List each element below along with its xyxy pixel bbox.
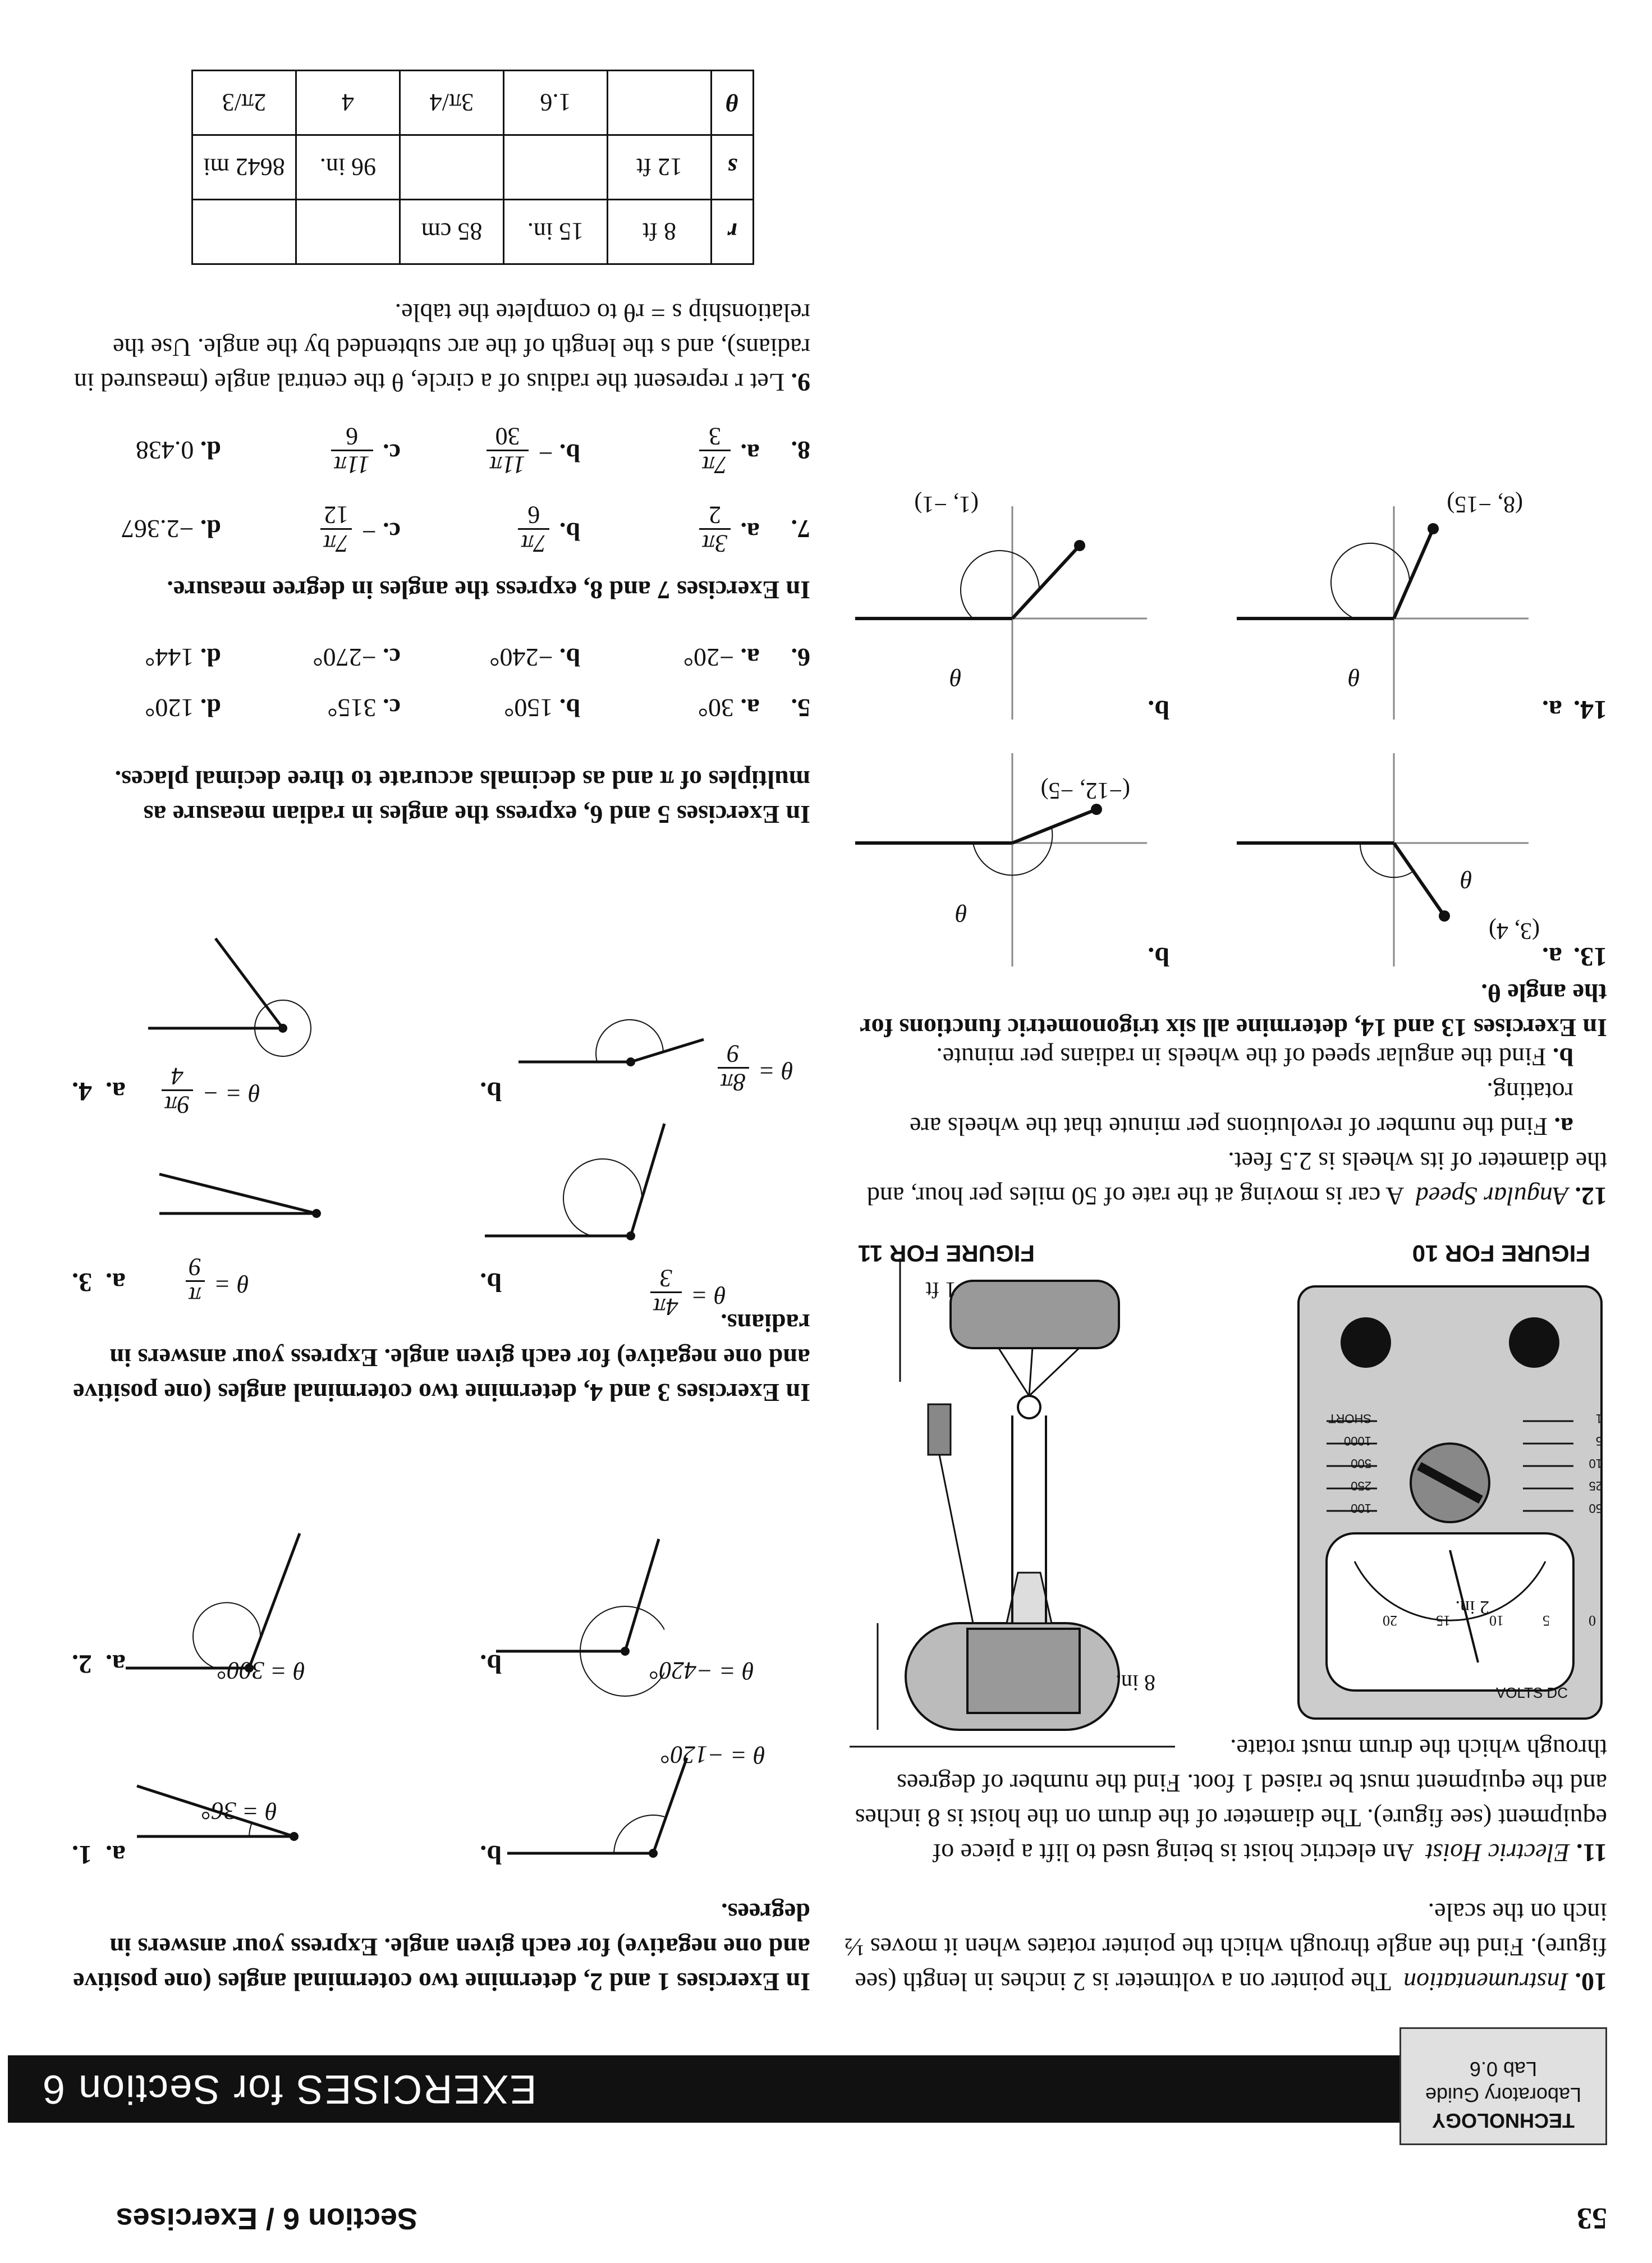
ex8-b-fraction (487, 423, 529, 478)
arc-length-table (191, 70, 754, 265)
ex5-num: 5. (791, 694, 810, 722)
ex7-a-num: 3π (699, 528, 731, 557)
ex6-a-label: a. (740, 643, 760, 672)
scale-tick-20: 20 (1383, 1612, 1397, 1629)
ex6-b-value: −240° (489, 643, 553, 672)
ex4-num: 4. (72, 1076, 92, 1106)
range-label: 1000 (1344, 1434, 1371, 1448)
range-label: 100 (1351, 1501, 1371, 1515)
ex7-d-value: −2.367 (121, 515, 194, 544)
ex4b-theta (714, 1040, 793, 1096)
ex12-part-a (844, 1074, 1607, 1144)
ex5-item-c (221, 690, 401, 725)
ex4a-angle (137, 927, 328, 1062)
table-row-s (192, 135, 754, 200)
ex6-item-a (580, 640, 760, 675)
ex4b-fraction (718, 1040, 749, 1096)
ex8-a-den: 3 (708, 423, 721, 450)
ex7-b-den: 6 (527, 501, 540, 529)
voltmeter-range-labels-left (1589, 1407, 1603, 1519)
ex7-b-num: 7π (518, 528, 549, 557)
ex10-num: 10. (1575, 1968, 1607, 1996)
ex13-num: 13. (1573, 942, 1607, 972)
ex12-text: A car is moving at the rate of 50 miles per hour, and the diameter of its wheels is 2.5 feet. (866, 1147, 1607, 1211)
ex8-c-den: 6 (346, 423, 359, 450)
ex6-num: 6. (791, 643, 810, 672)
ex7-item-a (580, 501, 760, 557)
ex9-text: Let r represent the radius of a circle, θ the central angle (measured in radians), and s the length of the arc subtended by the angle. Use the relationship s = rθ to complete the table. (74, 299, 810, 397)
ex5-item-a (580, 690, 760, 725)
scale-tick-5: 5 (1543, 1612, 1550, 1629)
ex8-num: 8. (791, 436, 810, 465)
ex14a-theta: θ (1348, 663, 1360, 691)
ex2b-angle (485, 1522, 664, 1702)
ex4a-theta-prefix: θ = − (203, 1079, 260, 1107)
table-cell: 15 in. (504, 200, 608, 264)
range-label: SHORT (1328, 1412, 1371, 1426)
ex4b-theta-prefix: θ = (758, 1056, 793, 1084)
range-label: 10 (1589, 1456, 1603, 1471)
ex12-b-text: Find the angular speed of the wheels in radians per minute. (936, 1043, 1547, 1071)
ex3-a-label: a. (105, 1267, 126, 1297)
ex2b-angle-label: θ = −420° (649, 1657, 754, 1684)
technology-box (1399, 2027, 1607, 2145)
section-banner (8, 2055, 1439, 2123)
ex7-c-sign: − (361, 517, 377, 546)
ex1a-angle-label: θ = 36° (201, 1797, 277, 1825)
table-cell (504, 135, 608, 200)
ex3a-theta-prefix: θ = (214, 1270, 249, 1298)
ex3a-angle (148, 1163, 328, 1230)
table-cell: 12 ft (608, 135, 712, 200)
ex5-b-value: 150° (504, 694, 553, 722)
table-cell: 4 (296, 71, 400, 135)
ex8-a-label: a. (740, 438, 760, 468)
scale-tick-0: 0 (1589, 1612, 1596, 1629)
range-label: 5 (1595, 1434, 1603, 1448)
ex8-item-b (401, 423, 580, 478)
ex13b-point: (−12, −5) (1040, 777, 1130, 803)
ex6-c-label: c. (383, 643, 401, 672)
exercise-6 (47, 640, 810, 675)
ex8-c-label: c. (383, 438, 401, 468)
ex4b-num: 8π (718, 1067, 749, 1096)
ex8-b-num: 11π (487, 450, 529, 478)
exercise-7 (47, 501, 810, 557)
ex11-num: 11. (1576, 1839, 1607, 1867)
ex12-a-label: a. (1554, 1112, 1573, 1141)
ex11-text: An electric hoist is being used to lift a piece of equipment (see figure). The diameter of the drum on the hoist is 8 inches and the equipment must be raised 1 foot. Find the number of degrees through which the drum must rotate. (855, 1734, 1607, 1867)
ex7-b-fraction (518, 501, 549, 557)
instructions-13-14: In Exercises 13 and 14, determine all six trigonometric functions for the angle θ. (860, 979, 1607, 1042)
table-row-r (192, 200, 754, 264)
ex13-b-label: b. (1148, 942, 1169, 972)
ex8-item-c (221, 423, 401, 478)
ex2-b-label: b. (480, 1649, 502, 1679)
range-label: 50 (1589, 1501, 1603, 1515)
ex7-d-label: d. (200, 515, 221, 544)
voltmeter-pointer-label: 2 in. (1455, 1597, 1489, 1618)
ex5-item-b (401, 690, 580, 725)
ex10-title: Instrumentation (1403, 1968, 1568, 1996)
ex6-item-b (401, 640, 580, 675)
ex12-num: 12. (1575, 1182, 1607, 1211)
table-cell: 96 in. (296, 135, 400, 200)
ex12-title: Angular Speed (1415, 1182, 1568, 1211)
ex8-b-sign: − (538, 438, 553, 468)
ex14-b-label: b. (1148, 695, 1169, 725)
table-cell (296, 200, 400, 264)
ex8-c-num: 11π (331, 450, 373, 478)
ex4b-den: 9 (727, 1040, 740, 1068)
ex3a-fraction (186, 1253, 205, 1309)
ex1-num: 1. (72, 1840, 92, 1870)
ex13b-theta: θ (955, 899, 967, 927)
figure-10-caption: FIGURE FOR 10 (1412, 1240, 1590, 1267)
ex7-item-d (53, 512, 221, 547)
ex4a-fraction (162, 1062, 193, 1118)
hoist-drum-label: 8 in. (1115, 1670, 1155, 1696)
table-cell (608, 71, 712, 135)
ex7-b-label: b. (559, 517, 580, 546)
table-head-r: r (712, 200, 754, 264)
ex6-d-label: d. (200, 643, 221, 672)
ex2-a-label: a. (105, 1649, 126, 1679)
ex3a-theta (182, 1253, 249, 1309)
ex8-item-a (580, 423, 760, 478)
ex4a-num: 9π (162, 1089, 193, 1118)
ex7-num: 7. (791, 515, 810, 544)
ex7-c-label: c. (383, 517, 401, 546)
scale-tick-10: 10 (1489, 1612, 1504, 1629)
ex8-item-d (53, 433, 221, 468)
table-cell: 8642 mi (192, 135, 296, 200)
ex7-a-den: 2 (708, 501, 721, 529)
banner-title: EXERCISES for Section 6 (42, 2067, 537, 2111)
page-number: 53 (1577, 2202, 1607, 2235)
table-cell: 8 ft (608, 200, 712, 264)
ex14a-graph (1226, 495, 1540, 731)
ex8-c-fraction (331, 423, 373, 478)
ex8-b-den: 30 (495, 423, 520, 450)
ex2a-angle-label: θ = 300° (217, 1657, 305, 1684)
ex14b-graph (844, 495, 1158, 731)
hoist-lift-label: 1 ft (925, 1277, 956, 1303)
table-head-s: s (712, 135, 754, 200)
ex5-c-value: 315° (327, 694, 377, 722)
ex1a-angle (126, 1780, 305, 1870)
table-cell: 2π/3 (192, 71, 296, 135)
ex5-c-label: c. (383, 694, 401, 722)
ex5-a-value: 30° (697, 694, 734, 722)
ex7-a-label: a. (740, 517, 760, 546)
ex14a-point: (8, −15) (1447, 491, 1523, 517)
table-row-theta (192, 71, 754, 135)
ex7-item-c (221, 501, 401, 557)
ex10-text: The pointer on a voltmeter is 2 inches in length (see figure). Find the angle through which the pointer rotates when it moves ½ inch on the scale. (844, 1898, 1607, 1996)
ex4a-den: 4 (171, 1062, 183, 1090)
ex14b-theta: θ (949, 663, 962, 691)
ex5-d-label: d. (200, 694, 221, 722)
table-head-theta: θ (712, 71, 754, 135)
ex6-a-value: −20° (683, 643, 734, 672)
ex6-c-value: −270° (313, 643, 377, 672)
ex4b-angle (507, 1006, 709, 1084)
ex3b-theta-prefix: θ = (691, 1281, 726, 1309)
table-cell: 85 cm (400, 200, 504, 264)
exercise-9 (47, 295, 810, 400)
ex3b-den: 3 (659, 1265, 672, 1292)
table-cell: 3π/4 (400, 71, 504, 135)
ex9-num: 9. (791, 368, 810, 397)
ex3b-num: 4π (650, 1291, 682, 1320)
ex8-a-num: 7π (699, 450, 731, 478)
ex14-num: 14. (1573, 695, 1607, 725)
tech-line-2: Laboratory Guide (1425, 2083, 1582, 2106)
ex14b-point: (1, −1) (914, 491, 979, 517)
instructions-1-2: In Exercises 1 and 2, determine two coterminal angles (one positive and one negative) for each given angle. Express your answers in degrees. (73, 1898, 810, 1996)
tech-line-1: TECHNOLOGY (1432, 2109, 1575, 2132)
exercise-10 (844, 1895, 1607, 1999)
ex13a-point: (3, 4) (1489, 918, 1540, 943)
range-label: 25 (1589, 1479, 1603, 1493)
ex3-b-label: b. (480, 1267, 502, 1297)
ex1-a-label: a. (105, 1840, 126, 1870)
ex7-item-b (401, 501, 580, 557)
tech-line-3: Lab 0.6 (1469, 2058, 1538, 2081)
ex8-d-label: d. (200, 436, 221, 465)
ex3-num: 3. (72, 1267, 92, 1297)
ex6-item-c (221, 640, 401, 675)
range-label: 250 (1351, 1479, 1371, 1493)
instructions-3-4: In Exercises 3 and 4, determine two coterminal angles (one positive and one negative) for each given angle. Express your answers in radians. (73, 1309, 810, 1407)
ex13a-theta: θ (1460, 865, 1472, 893)
ex7-c-fraction (320, 501, 352, 557)
voltmeter-scale-ticks (1383, 1612, 1596, 1629)
ex8-b-label: b. (559, 438, 580, 468)
instructions-7-8: In Exercises 7 and 8, express the angles in degree measure. (167, 576, 810, 604)
ex4a-theta (158, 1062, 260, 1118)
exercise-12 (844, 1039, 1607, 1213)
range-label: 500 (1351, 1456, 1371, 1471)
ex1-b-label: b. (480, 1840, 502, 1870)
ex12-b-label: b. (1552, 1043, 1573, 1071)
ex3a-num: π (186, 1280, 205, 1309)
figure-11-caption: FIGURE FOR 11 (857, 1240, 1035, 1267)
scale-tick-15: 15 (1436, 1612, 1451, 1629)
ex7-c-num: 7π (320, 528, 352, 557)
ex3b-angle (474, 1112, 676, 1281)
ex8-d-value: 0.438 (135, 436, 194, 465)
ex7-a-fraction (699, 501, 731, 557)
ex5-b-label: b. (559, 694, 580, 722)
voltmeter-range-labels-right (1328, 1407, 1371, 1519)
table-cell: 1.6 (504, 71, 608, 135)
instructions-5-6: In Exercises 5 and 6, express the angles in radian measure as multiples of π and as decimals accurate to three decimal places. (114, 766, 810, 829)
ex2-num: 2. (72, 1649, 92, 1679)
range-label: 1 (1595, 1412, 1603, 1426)
table-cell (192, 200, 296, 264)
exercise-8 (47, 423, 810, 478)
ex11-title: Electric Hoist (1425, 1839, 1570, 1867)
ex6-d-value: 144° (145, 643, 194, 672)
ex5-item-d (53, 690, 221, 725)
running-title: Section 6 / Exercises (116, 2202, 417, 2235)
ex8-a-fraction (699, 423, 731, 478)
ex6-item-d (53, 640, 221, 675)
ex13-a-label: a. (1542, 942, 1562, 972)
ex1b-angle-label: θ = −120° (660, 1741, 765, 1769)
ex4-a-label: a. (105, 1076, 126, 1106)
ex5-d-value: 120° (145, 694, 194, 722)
ex3a-den: 9 (189, 1253, 201, 1281)
ex4-b-label: b. (480, 1076, 502, 1106)
exercise-5 (47, 690, 810, 725)
ex14-a-label: a. (1542, 695, 1562, 725)
ex6-b-label: b. (559, 643, 580, 672)
table-cell (400, 135, 504, 200)
ex7-c-den: 12 (324, 501, 349, 529)
ex5-a-label: a. (740, 694, 760, 722)
ex12-a-text: Find the number of revolutions per minute that the wheels are rotating. (910, 1078, 1573, 1141)
voltmeter-scale-label: VOLTS DC (1495, 1684, 1568, 1701)
